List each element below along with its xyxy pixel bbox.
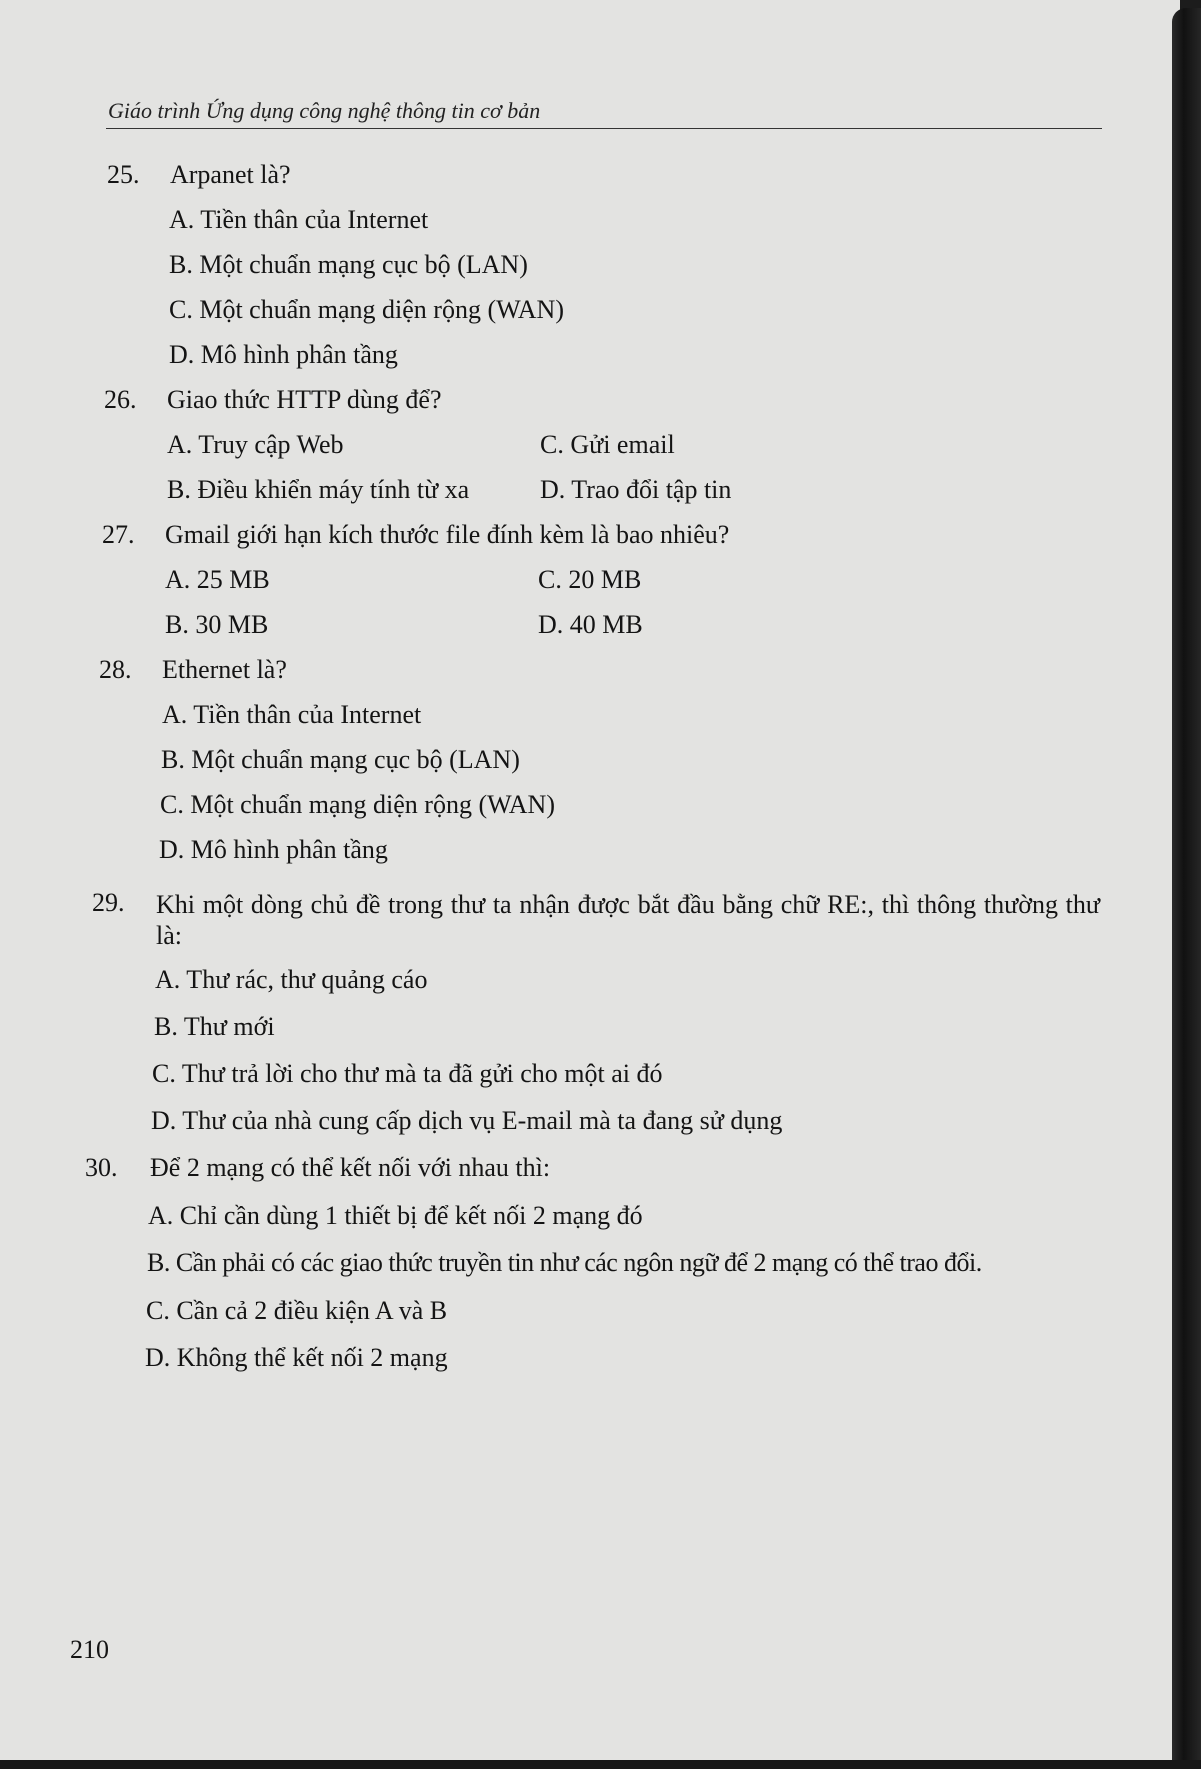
question-stem: Giao thức HTTP dùng để? <box>167 385 442 414</box>
option-25-b: B. Một chuẩn mạng cục bộ (LAN) <box>169 250 528 279</box>
question-stem: Arpanet là? <box>170 160 291 189</box>
question-number: 29. <box>92 888 125 917</box>
option-30-d: D. Không thể kết nối 2 mạng <box>145 1343 448 1372</box>
page-bottom-edge <box>0 1760 1201 1769</box>
option-26-a: A. Truy cập Web <box>167 430 344 459</box>
option-26-d: D. Trao đổi tập tin <box>540 475 732 504</box>
option-25-d: D. Mô hình phân tầng <box>169 340 398 369</box>
option-26-c: C. Gửi email <box>540 430 675 459</box>
question-29-stem: Khi một dòng chủ đề trong thư ta nhận được bắt đầu bằng chữ RE:, thì thông thường thư là: <box>156 890 1100 950</box>
question-stem: Gmail giới hạn kích thước file đính kèm là bao nhiêu? <box>165 520 730 549</box>
option-30-c: C. Cần cả 2 điều kiện A và B <box>146 1296 448 1325</box>
option-29-b: B. Thư mới <box>154 1012 275 1041</box>
question-number: 25. <box>107 160 140 189</box>
option-28-c: C. Một chuẩn mạng diện rộng (WAN) <box>160 790 555 819</box>
header-rule <box>106 128 1102 129</box>
option-28-d: D. Mô hình phân tầng <box>159 835 388 864</box>
option-26-b: B. Điều khiển máy tính từ xa <box>167 475 470 504</box>
option-29-d: D. Thư của nhà cung cấp dịch vụ E-mail mà ta đang sử dụng <box>151 1106 783 1135</box>
book-binding-shadow <box>1172 8 1201 1769</box>
running-head: Giáo trình Ứng dụng công nghệ thông tin cơ bản <box>108 98 541 123</box>
option-30-a: A. Chỉ cần dùng 1 thiết bị để kết nối 2 mạng đó <box>148 1201 643 1230</box>
question-number: 27. <box>102 520 135 549</box>
option-29-c: C. Thư trả lời cho thư mà ta đã gửi cho một ai đó <box>152 1059 663 1088</box>
question-stem: Để 2 mạng có thể kết nối với nhau thì: <box>150 1153 551 1182</box>
option-27-c: C. 20 MB <box>538 565 642 594</box>
option-30-b: B. Cần phải có các giao thức truyền tin như các ngôn ngữ để 2 mạng có thể trao đổi. <box>147 1248 982 1277</box>
option-27-d: D. 40 MB <box>538 610 643 639</box>
option-29-a: A. Thư rác, thư quảng cáo <box>155 965 428 994</box>
option-27-b: B. 30 MB <box>165 610 269 639</box>
option-25-c: C. Một chuẩn mạng diện rộng (WAN) <box>169 295 564 324</box>
question-number: 26. <box>104 385 137 414</box>
option-28-b: B. Một chuẩn mạng cục bộ (LAN) <box>161 745 520 774</box>
option-27-a: A. 25 MB <box>165 565 270 594</box>
question-number: 30. <box>85 1153 118 1182</box>
option-25-a: A. Tiền thân của Internet <box>169 205 429 234</box>
page-number: 210 <box>70 1635 109 1664</box>
question-stem: Ethernet là? <box>162 655 287 684</box>
question-number: 28. <box>99 655 132 684</box>
option-28-a: A. Tiền thân của Internet <box>162 700 422 729</box>
